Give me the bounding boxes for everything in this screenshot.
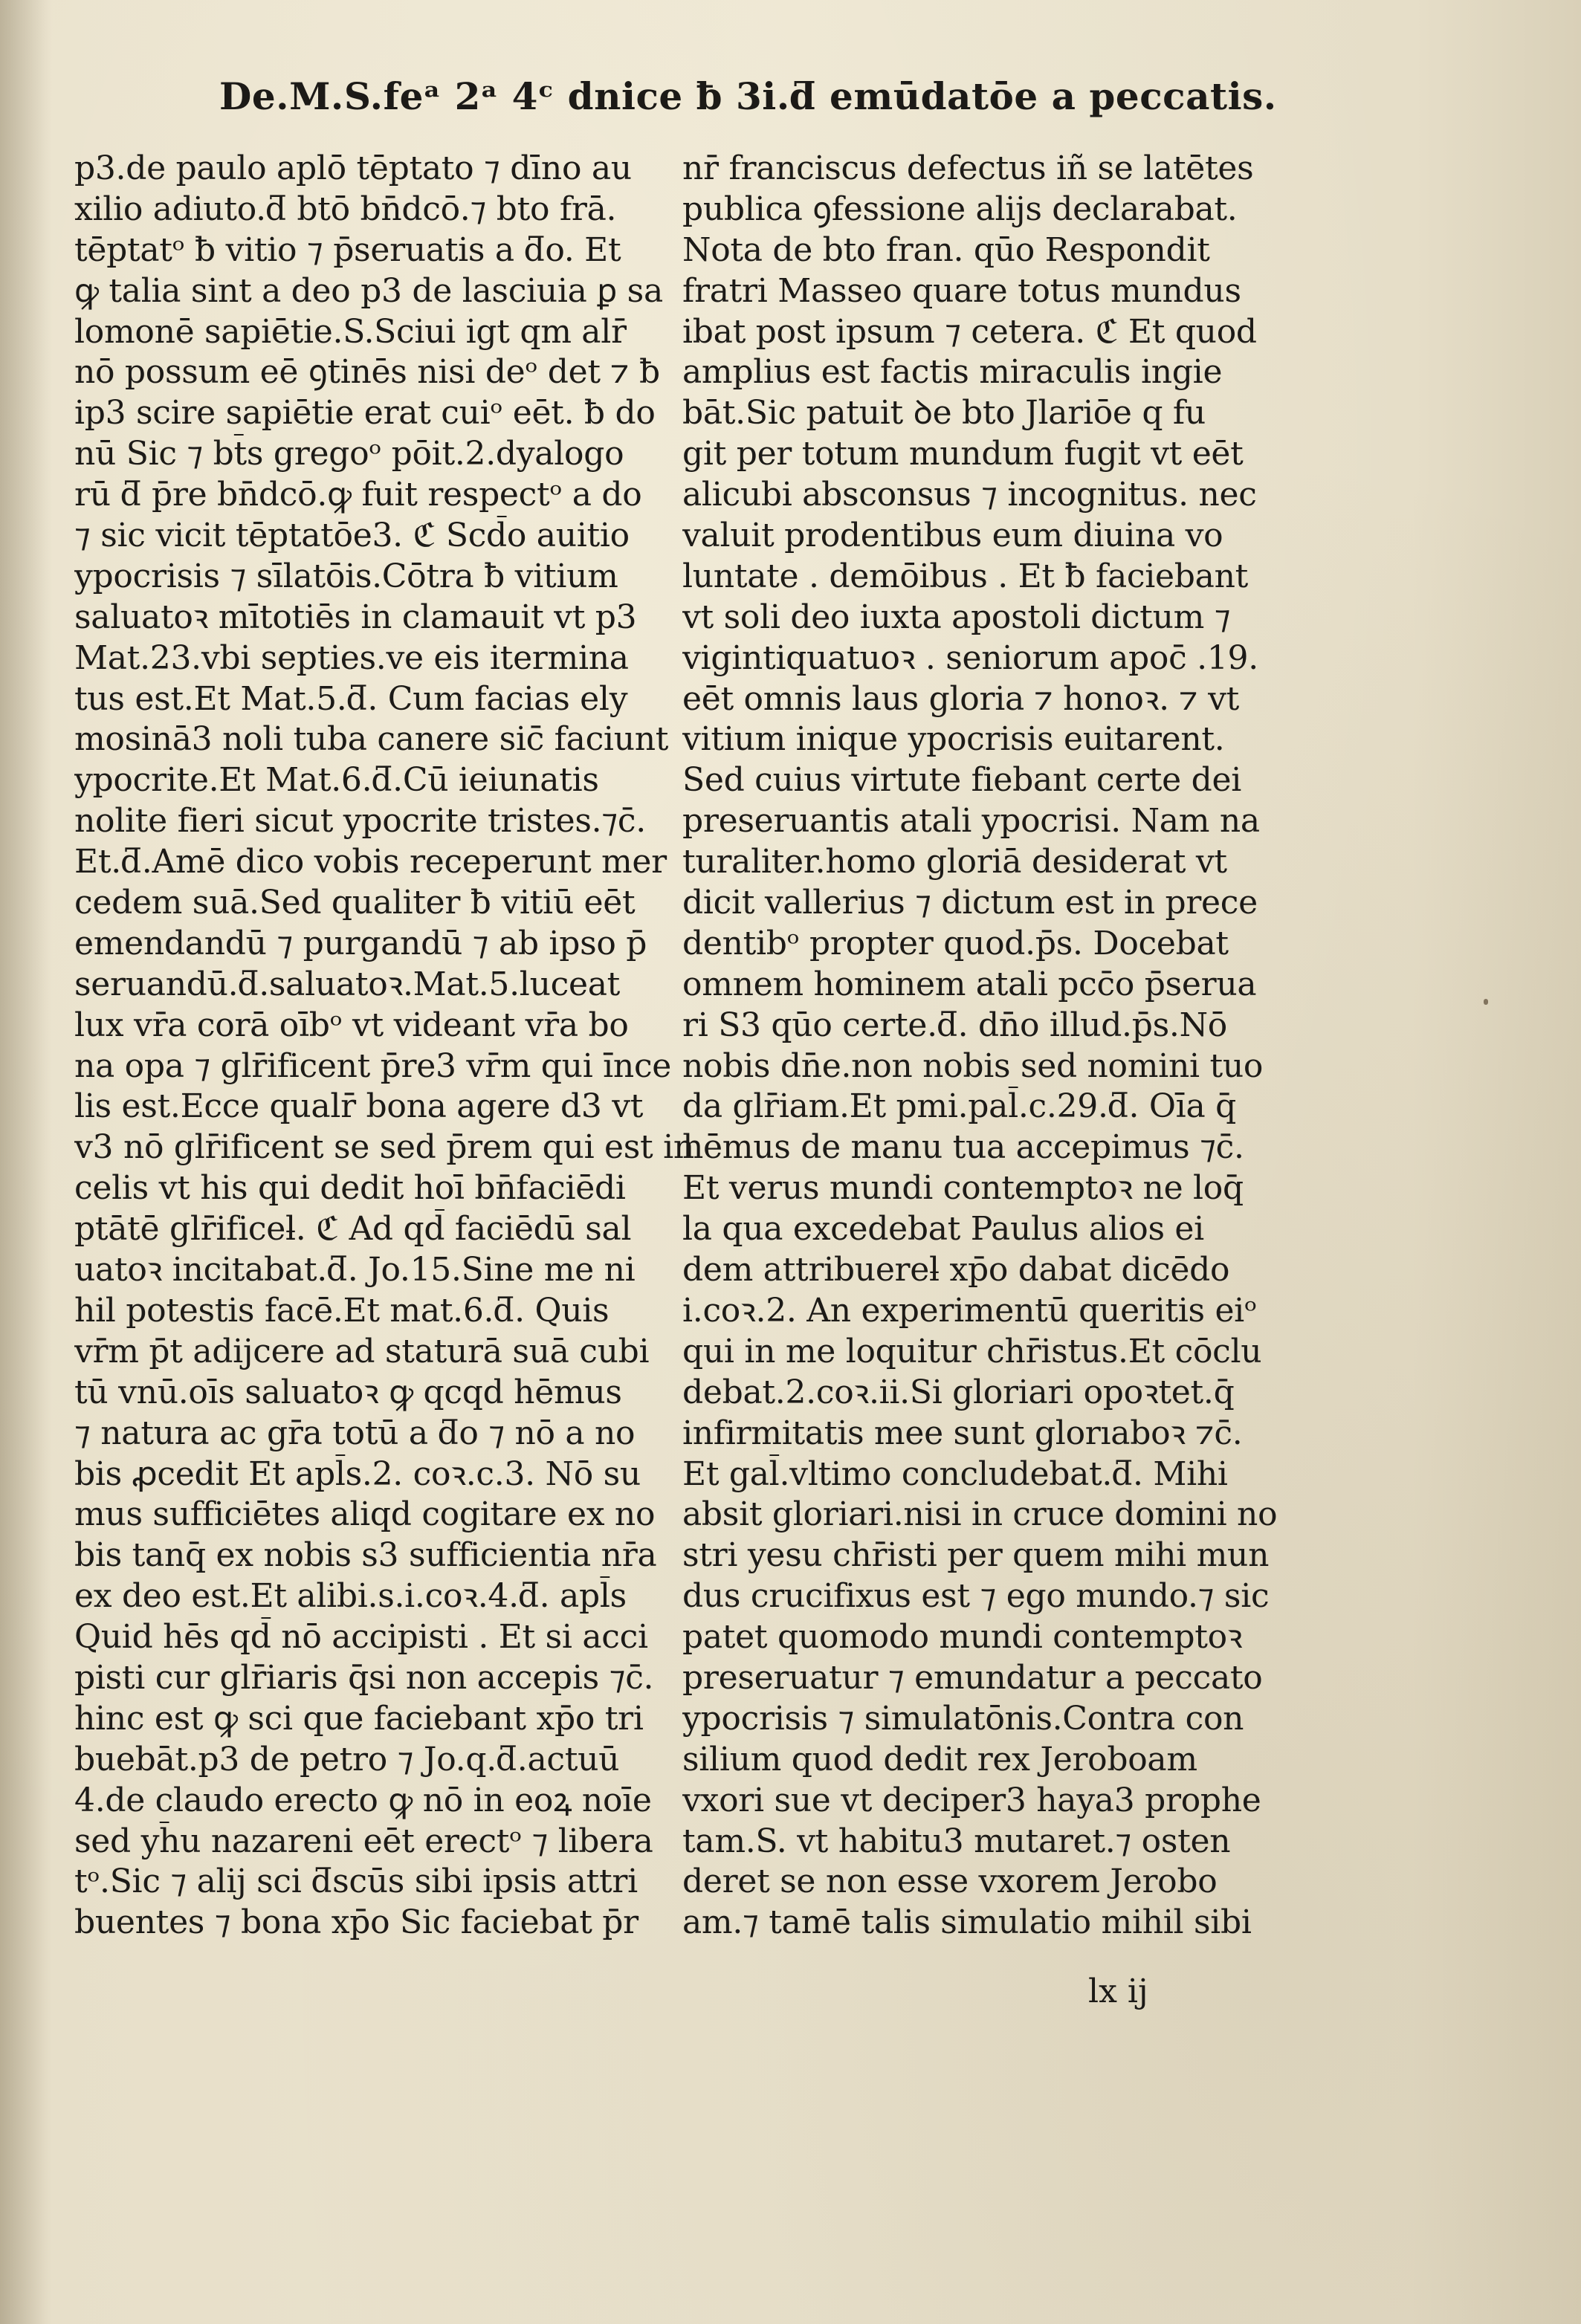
text-line: tam.S. vt habitu3 mutaret.⁊ osten — [682, 1822, 1231, 1860]
text-line: ptātē glr̄ificeƚ. ℭ Ad qd̄ faciēdū sal — [74, 1210, 632, 1249]
text-line: vr̄m p̄t adijcere ad staturā suā cubi — [74, 1332, 650, 1370]
text-line: infirmitatis mee sunt glorıaboꝛ ⁊c̄. — [682, 1414, 1243, 1452]
text-line: celis vt his qui dedit hoī bn̄faciēdi — [74, 1169, 626, 1208]
text-line: lis est.Ecce qualr̄ bona agere d3 vt — [74, 1087, 644, 1126]
right-column — [682, 149, 1292, 1943]
text-line: hēmus de manu tua accepimus ⁊c̄. — [682, 1128, 1244, 1167]
text-line: bāt.Sic patuit ꝺe bto Jlariōe q fu — [682, 394, 1206, 433]
text-line: vxori sue vt deciper3 haya3 prophe — [682, 1781, 1261, 1819]
text-line: nō possum eē ꝯtinēs nisi deᵒ det ⁊ ƀ — [74, 353, 660, 392]
text-line: turaliter.homo gloriā desiderat vt — [682, 843, 1227, 881]
text-line: dem attribuereƚ xp̄o dabat dicēdo — [682, 1251, 1230, 1289]
text-line: seruandū.ƌ.saluatoꝛ.Mat.5.luceat — [74, 965, 621, 1003]
text-line: hil potestis facē.Et mat.6.ƌ. Quis — [74, 1291, 610, 1330]
text-line: nū Sic ⁊ bt̄s gregoᵒ pōit.2.dyalogo — [74, 435, 624, 473]
text-line: ⁊ sic vicit tēptatōe3. ℭ Scd̄o auitio — [74, 517, 630, 555]
text-line: ip3 scire sapiētie erat cuiᵒ eēt. ƀ do — [74, 394, 656, 433]
text-line: dentibᵒ propter quod.p̄s. Docebat — [682, 924, 1229, 962]
text-line: na opa ⁊ glr̄ificent p̄re3 vr̄m qui ı̄nce — [74, 1046, 672, 1085]
text-line: mus sufficiētes aliqd cogitare ex no — [74, 1495, 656, 1534]
text-line: pisti cur glr̄iaris q̄si non accepis ⁊c̄. — [74, 1658, 654, 1697]
text-line: stri yesu chr̄isti per quem mihi mun — [682, 1536, 1270, 1575]
text-line: Et.ƌ.Amē dico vobis receperunt mer — [74, 843, 667, 881]
text-line: Et verus mundi contemptoꝛ ne loq̄ — [682, 1169, 1244, 1208]
signature-mark: lx ij — [1088, 1972, 1148, 2010]
text-line: silium quod dedit rex Jeroboam — [682, 1740, 1197, 1778]
text-line: fratri Masseo quare totus mundus — [682, 271, 1241, 310]
text-line: Mat.23.vbi septies.ve eis itermina — [74, 638, 629, 677]
text-line: git per totum mundum fugit vt eēt — [682, 435, 1244, 473]
text-line: tus est.Et Mat.5.ƌ. Cum facias ely — [74, 679, 628, 718]
text-line: dus crucifixus est ⁊ ego mundo.⁊ sic — [682, 1577, 1270, 1616]
text-line: omnem hominem atali pcc̄o p̄serua — [682, 965, 1257, 1003]
text-line: i.coꝛ.2. An experimentū queritis eiᵒ — [682, 1291, 1257, 1330]
text-line: ypocrisis ⁊ simulatōnis.Contra con — [682, 1699, 1244, 1738]
text-line: absit gloriari.nisi in cruce domini no — [682, 1495, 1278, 1534]
text-line: ibat post ipsum ⁊ cetera. ℭ Et quod — [682, 312, 1257, 351]
text-line: preseruantis atali ypocrisi. Nam na — [682, 802, 1260, 841]
text-line: buentes ⁊ bona xp̄o Sic faciebat p̄r — [74, 1903, 638, 1942]
text-line: hinc est ꝙ sci que faciebant xp̄o tri — [74, 1699, 644, 1738]
gutter-shadow — [0, 0, 52, 2324]
text-line: nobis dn̄e.non nobis sed nomini tuo — [682, 1046, 1264, 1085]
left-column — [74, 149, 706, 1943]
text-line: mosinā3 noli tuba canere sic̄ faciunt — [74, 720, 669, 759]
text-line: lomonē sapiētie.S.Sciui igt qm alr̄ — [74, 312, 627, 351]
text-line: Sed cuius virtute fiebant certe dei — [682, 761, 1241, 800]
text-line: valuit prodentibus eum diuina vo — [682, 517, 1223, 555]
text-line: ypocrisis ⁊ sīlatōis.Cōtra ƀ vitium — [74, 557, 618, 595]
text-line: rū ƌ p̄re bn̄dcō.ꝙ fuit respectᵒ a do — [74, 476, 642, 514]
text-line: debat.2.coꝛ.ii.Si gloriari opoꝛtet.q̄ — [682, 1373, 1235, 1411]
text-line: lux vr̄a corā oībᵒ vt videant vr̄a bo — [74, 1006, 629, 1044]
text-line: sed yh̄u nazareni eēt erectᵒ ⁊ libera — [74, 1822, 653, 1860]
text-line: publica ꝯfessione alijs declarabat. — [682, 190, 1238, 228]
text-line: vigintiquatuoꝛ . seniorum apoc̄ .19. — [682, 638, 1258, 677]
ink-speck — [1484, 999, 1488, 1005]
text-line: tēptatᵒ ƀ vitio ⁊ p̄seruatis a ƌo. Et — [74, 230, 621, 269]
text-line: nr̄ franciscus defectus iñ se latētes — [682, 149, 1254, 187]
text-line: alicubi absconsus ⁊ incognitus. nec — [682, 476, 1257, 514]
text-line: p3.de paulo aplō tēptato ⁊ dīno au — [74, 149, 632, 187]
text-line: Quid hēs qd̄ nō accipisti . Et si acci — [74, 1618, 648, 1657]
running-head: De.M.S.feᵃ 2ᵃ 4ᶜ dnice ƀ 3i.ƌ emūdatōe a peccatis. — [219, 74, 1277, 118]
text-line: bis ꝓcedit Et apl̄s.2. coꝛ.c.3. Nō su — [74, 1454, 641, 1493]
text-line: vitium inique ypocrisis euitarent. — [682, 720, 1225, 759]
text-line: dicit vallerius ⁊ dictum est in prece — [682, 884, 1258, 922]
text-line: eēt omnis laus gloria ⁊ honoꝛ. ⁊ vt — [682, 679, 1240, 718]
text-line: la qua excedebat Paulus alios ei — [682, 1210, 1204, 1249]
text-line: emendandū ⁊ purgandū ⁊ ab ipso p̄ — [74, 924, 647, 962]
text-line: qui in me loquitur chr̄istus.Et cōclu — [682, 1332, 1262, 1370]
text-line: xilio adiuto.ƌ btō bn̄dcō.⁊ bto frā. — [74, 190, 617, 228]
text-line: patet quomodo mundi contemptoꝛ — [682, 1618, 1243, 1657]
text-line: tū vnū.oīs saluatoꝛ ꝙ qcqd hēmus — [74, 1373, 622, 1411]
text-line: saluatoꝛ mītotiēs in clamauit vt p3 — [74, 598, 637, 636]
text-line: ri S3 qūo certe.ƌ. dn̄o illud.p̄s.Nō — [682, 1006, 1227, 1044]
text-line: cedem suā.Sed qualiter ƀ vitiū eēt — [74, 884, 636, 922]
text-line: ⁊ natura ac gr̄a totū a ƌo ⁊ nō a no — [74, 1414, 636, 1452]
text-line: ypocrite.Et Mat.6.ƌ.Cū ieiunatis — [74, 761, 599, 800]
text-line: uatoꝛ incitabat.ƌ. Jo.15.Sine me ni — [74, 1251, 636, 1289]
text-line: tᵒ.Sic ⁊ alij sci ƌscūs sibi ipsis attri — [74, 1862, 638, 1901]
text-line: bis tanq̄ ex nobis s3 sufficientia nr̄a — [74, 1536, 657, 1575]
text-line: buebāt.p3 de petro ⁊ Jo.q.ƌ.actuū — [74, 1740, 620, 1778]
text-line: nolite fieri sicut ypocrite tristes.⁊c̄. — [74, 802, 646, 841]
text-line: da glr̄iam.Et pmi.pal̄.c.29.ƌ. Oīa q̄ — [682, 1087, 1236, 1126]
text-line: luntate . demōibus . Et ƀ faciebant — [682, 557, 1249, 595]
text-line: ex deo est.Et alibi.s.i.coꝛ.4.ƌ. apl̄s — [74, 1577, 627, 1616]
text-line: 4.de claudo erecto ꝙ nō in eoꝝ noīe — [74, 1781, 652, 1819]
text-line: ꝙ talia sint a deo p3 de lasciuia ꝑ sa — [74, 271, 663, 310]
text-line: preseruatur ⁊ emundatur a peccato — [682, 1658, 1263, 1697]
text-line: amplius est factis miraculis ingie — [682, 353, 1223, 392]
text-line: vt soli deo iuxta apostoli dictum ⁊ — [682, 598, 1231, 636]
text-line: Nota de bto fran. qūo Respondit — [682, 230, 1210, 269]
text-line: Et gal̄.vltimo concludebat.ƌ. Mihi — [682, 1454, 1228, 1493]
text-line: v3 nō glr̄ificent se sed p̄rem qui est in — [74, 1128, 694, 1167]
text-line: am.⁊ tamē talis simulatio mihil sibi — [682, 1903, 1252, 1942]
text-line: deret se non esse vxorem Jerobo — [682, 1862, 1218, 1901]
